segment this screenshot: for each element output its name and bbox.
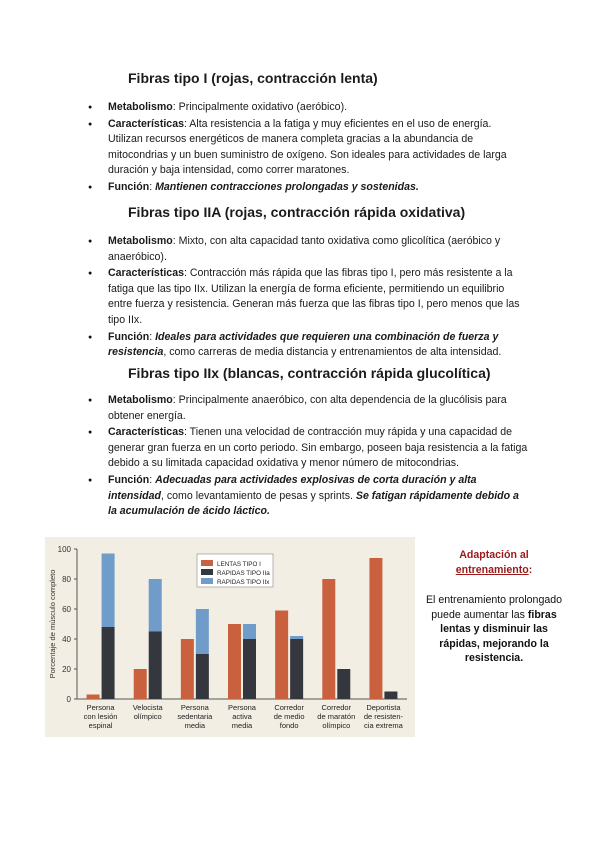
- section3-list: [108, 393, 528, 521]
- x-category-label: cia extrema: [364, 721, 403, 730]
- x-category-label: Deportista: [366, 703, 401, 712]
- section1-list: [108, 100, 528, 197]
- section1-caracteristicas: [108, 117, 528, 179]
- bar-tipo-I: [369, 558, 382, 699]
- fiber-chart-svg: [45, 537, 415, 737]
- legend-label: LENTAS TIPO I: [217, 561, 261, 568]
- funcion-label: Función: [108, 473, 150, 486]
- y-axis-label: Porcentaje de músculo completo: [48, 569, 57, 679]
- metabolismo-text: : Mixto, con alta capacidad tanto oxidativa como glicolítica (aeróbico y anaeróbico).: [108, 235, 501, 263]
- bar-tipo-IIa: [243, 639, 256, 699]
- bar-tipo-IIx: [149, 579, 162, 632]
- metabolismo-text: : Principalmente oxidativo (aeróbico).: [172, 101, 348, 113]
- section2-metabolismo: [108, 234, 528, 265]
- bar-tipo-I: [228, 624, 241, 699]
- caracteristicas-text: : Contracción más rápida que las fibras tipo I, pero más resistente a la fatiga que las tipo IIx. Utilizan la energía de forma eficiente, permitiendo un equilibrio entre fuerza y resistencia. Generan más fuerza que las fibras tipo I, pero menos que las tipo IIx.: [108, 267, 520, 326]
- side-title-post: :: [528, 563, 533, 576]
- x-category-label: Persona: [228, 703, 256, 712]
- y-tick-label: 20: [62, 665, 71, 674]
- metabolismo-label: Metabolismo: [108, 235, 173, 247]
- x-category-label: espinal: [88, 721, 113, 730]
- y-tick-label: 0: [66, 695, 71, 704]
- bar-tipo-I: [87, 695, 100, 700]
- x-category-label: con lesión: [83, 712, 118, 721]
- caracteristicas-label: Características: [108, 426, 184, 439]
- side-body-bold: fibras lentas y disminuir las rápidas, mejorando la resistencia.: [439, 608, 557, 664]
- section3-caracteristicas: [108, 425, 528, 472]
- metabolismo-label: Metabolismo: [108, 394, 173, 406]
- metabolismo-text: : Principalmente anaeróbico, con alta dependencia de la glucólisis para obtener energía.: [108, 394, 507, 422]
- funcion-emphasis: Adecuadas para actividades explosivas de corta duración y alta intensidad: [108, 473, 477, 502]
- funcion-emphasis: Mantienen contracciones prolongadas y sostenidas.: [155, 180, 419, 193]
- funcion-sep: :: [149, 180, 156, 193]
- bar-tipo-I: [134, 669, 147, 699]
- caracteristicas-text: : Tienen una velocidad de contracción muy rápida y una capacidad de generar gran fuerza en un corto periodo. Sin embargo, poseen baja resistencia a la fatiga debido a su limitada capacidad oxidativa y menor número de mitocondrias.: [108, 426, 528, 470]
- x-category-label: Corredor: [274, 703, 304, 712]
- x-category-label: sedentaria: [177, 712, 213, 721]
- x-category-label: fondo: [279, 721, 299, 730]
- bar-tipo-I: [275, 611, 288, 700]
- section3-funcion: [108, 473, 528, 520]
- legend-swatch: [201, 560, 213, 566]
- section2-caracteristicas: [108, 266, 528, 328]
- legend-label: RAPIDAS TIPO IIx: [217, 579, 270, 586]
- bar-tipo-IIa: [196, 654, 209, 699]
- side-note-title: [424, 548, 564, 577]
- side-title-underlined: entrenamiento: [455, 563, 529, 576]
- bar-tipo-IIa: [149, 632, 162, 700]
- funcion-label: Función: [108, 330, 150, 343]
- x-category-label: Persona: [86, 703, 115, 712]
- section3-metabolismo: [108, 393, 528, 424]
- funcion-sep: :: [149, 473, 156, 486]
- y-tick-label: 100: [57, 545, 71, 554]
- y-tick-label: 60: [62, 605, 71, 614]
- x-category-label: de resisten-: [363, 712, 404, 721]
- section1-metabolismo: [108, 100, 528, 116]
- x-category-label: media: [231, 721, 253, 730]
- funcion-emphasis-2: Se fatigan rápidamente debido a la acumulación de ácido láctico.: [108, 489, 519, 518]
- section2-title: Fibras tipo IIA (rojas, contracción rápida oxidativa): [128, 204, 466, 220]
- metabolismo-label: Metabolismo: [108, 101, 173, 113]
- bar-tipo-IIx: [290, 636, 303, 639]
- funcion-rest: , como carreras de media distancia y entrenamientos de alta intensidad.: [163, 346, 502, 359]
- legend-swatch: [201, 569, 213, 575]
- legend-label: RAPIDAS TIPO IIa: [217, 570, 270, 577]
- caracteristicas-label: Características: [108, 267, 184, 280]
- y-tick-label: 80: [62, 575, 71, 584]
- side-note-body: [424, 593, 564, 666]
- x-category-label: Velocista: [132, 703, 163, 712]
- bar-tipo-IIx: [102, 554, 115, 628]
- legend-swatch: [201, 578, 213, 584]
- funcion-sep: :: [149, 330, 156, 343]
- funcion-label: Función: [108, 180, 150, 193]
- side-note: [424, 548, 564, 666]
- section2-funcion: [108, 330, 528, 361]
- x-category-label: Corredor: [321, 703, 352, 712]
- bar-tipo-I: [181, 639, 194, 699]
- bar-tipo-IIa: [384, 692, 397, 700]
- side-body-pre: El entrenamiento prolongado puede aumentar las: [425, 594, 563, 621]
- bar-tipo-I: [322, 579, 335, 699]
- section3-title: Fibras tipo IIx (blancas, contracción rápida glucolítica): [128, 365, 491, 381]
- caracteristicas-text: : Alta resistencia a la fatiga y muy eficientes en el uso de energía. Utilizan recursos energéticos de manera completa gracias a la abundancia de mitocondrias y un buen suministro de oxígeno. Son ideales para actividades de larga duración y baja intensidad, como correr maratones.: [108, 117, 507, 177]
- bar-tipo-IIx: [243, 624, 256, 639]
- section1-funcion: [108, 180, 528, 196]
- bar-tipo-IIx: [196, 609, 209, 654]
- bar-tipo-IIa: [337, 669, 350, 699]
- x-category-label: de medio: [273, 712, 305, 721]
- y-tick-label: 40: [62, 635, 71, 644]
- funcion-mid: , como levantamiento de pesas y sprints.: [160, 489, 356, 502]
- section2-list: [108, 234, 528, 362]
- funcion-emphasis: Ideales para actividades que requieren una combinación de fuerza y resistencia: [108, 330, 499, 359]
- x-category-label: de maratón: [317, 712, 356, 721]
- fiber-chart: [45, 537, 415, 737]
- side-title-pre: Adaptación al: [459, 549, 529, 561]
- section1-title: Fibras tipo I (rojas, contracción lenta): [128, 70, 378, 86]
- x-category-label: media: [184, 721, 206, 730]
- x-category-label: olímpico: [322, 721, 351, 730]
- x-category-label: Persona: [180, 703, 209, 712]
- x-category-label: activa: [232, 712, 252, 721]
- x-category-label: olímpico: [133, 712, 162, 721]
- bar-tipo-IIa: [290, 639, 303, 699]
- bar-tipo-IIa: [102, 627, 115, 699]
- caracteristicas-label: Características: [108, 117, 184, 130]
